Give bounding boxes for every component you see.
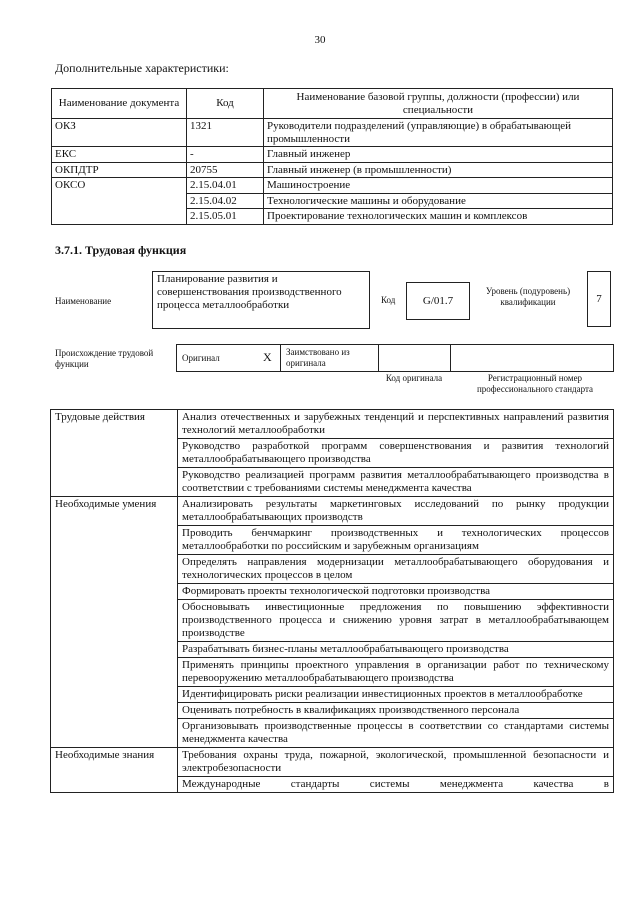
list-item: Разрабатывать бизнес-планы металлообрабатывающего производства xyxy=(178,642,614,658)
name-label: Наименование xyxy=(55,296,112,306)
function-name-box: Планирование развития и совершенствования производственного процесса металлообработки xyxy=(152,271,370,329)
name-cell: Главный инженер (в промышленности) xyxy=(264,162,613,178)
list-item: Определять направления модернизации металлообрабатывающего оборудования и технологических процессов в целом xyxy=(178,555,614,584)
code-cell: 2.15.05.01 xyxy=(187,209,264,225)
header-group-name: Наименование базовой группы, должности (профессии) или специальности xyxy=(264,89,613,119)
doc-cell: ОКПДТР xyxy=(52,162,187,178)
name-cell: Машиностроение xyxy=(264,178,613,194)
actions-label: Трудовые действия xyxy=(51,410,178,497)
code-cell: 2.15.04.01 xyxy=(187,178,264,194)
list-item: Организовывать производственные процессы в соответствии со стандартами системы менеджмента качества xyxy=(178,719,614,748)
name-cell: Руководители подразделений (управляющие) в обрабатывающей промышленности xyxy=(264,119,613,147)
code-cell: - xyxy=(187,147,264,163)
code-cell: 2.15.04.02 xyxy=(187,193,264,209)
original-cell xyxy=(177,345,281,371)
list-item: Международные стандарты системы менеджмента качества в xyxy=(178,777,614,793)
list-item: Требования охраны труда, пожарной, экологической, промышленной безопасности и электробезопасности xyxy=(178,748,614,777)
code-cell: 20755 xyxy=(187,162,264,178)
code-cell: 1321 xyxy=(187,119,264,147)
page-number: 30 xyxy=(314,34,326,46)
name-cell: Технологические машины и оборудование xyxy=(264,193,613,209)
list-item: Руководство реализацией программ развития металлообрабатывающего производства в соответствии с требованиями системы менеджмента качества xyxy=(178,468,614,497)
table-row xyxy=(52,147,613,163)
borrowed-cell xyxy=(281,345,379,371)
additional-characteristics-heading: Дополнительные характеристики: xyxy=(55,61,229,75)
function-details-table xyxy=(50,409,614,793)
level-label: Уровень (подуровень) квалификации xyxy=(485,286,571,307)
original-label: Оригинал xyxy=(182,353,220,363)
reg-number-label: Регистрационный номер профессионального стандарта xyxy=(476,373,594,394)
original-mark: X xyxy=(263,350,272,364)
table-row xyxy=(52,178,613,194)
header-code: Код xyxy=(187,89,264,119)
code-original-label: Код оригинала xyxy=(385,373,443,383)
list-item: Идентифицировать риски реализации инвестиционных проектов в металлообработке xyxy=(178,687,614,703)
table-row xyxy=(52,162,613,178)
code-original-cell xyxy=(379,345,451,371)
borrowed-label: Заимствовано из оригинала xyxy=(286,347,350,368)
list-item: Оценивать потребность в квалификациях производственного персонала xyxy=(178,703,614,719)
table-row xyxy=(52,119,613,147)
function-code-box: G/01.7 xyxy=(406,282,470,320)
doc-cell: ЕКС xyxy=(52,147,187,163)
list-item: Анализ отечественных и зарубежных тенденций и перспективных направлений развития технологий металлообработки xyxy=(178,410,614,439)
header-document: Наименование документа xyxy=(52,89,187,119)
list-item: Проводить бенчмаркинг производственных и технологических процессов металлообработки по российским и зарубежным организациям xyxy=(178,526,614,555)
name-cell: Главный инженер xyxy=(264,147,613,163)
function-title: 3.7.1. Трудовая функция xyxy=(55,243,187,257)
origin-label: Происхождение трудовой функции xyxy=(55,348,154,369)
knowledge-label: Необходимые знания xyxy=(51,748,178,793)
skills-label: Необходимые умения xyxy=(51,497,178,748)
level-box: 7 xyxy=(587,271,611,327)
characteristics-table xyxy=(51,88,613,225)
list-item: Руководство разработкой программ совершенствования и развития технологий металлообрабатывающего производства xyxy=(178,439,614,468)
reg-number-cell xyxy=(451,345,613,371)
doc-cell: ОКЗ xyxy=(52,119,187,147)
list-item: Обосновывать инвестиционные предложения по повышению эффективности производственного процесса и снижению уровня затрат в металлообрабатывающем производстве xyxy=(178,600,614,642)
code-label: Код xyxy=(381,295,396,305)
list-item: Формировать проекты технологической подготовки производства xyxy=(178,584,614,600)
list-item: Применять принципы проектного управления в организации работ по техническому перевооружению металлообрабатывающего производства xyxy=(178,658,614,687)
doc-cell: ОКСО xyxy=(52,178,187,225)
name-cell: Проектирование технологических машин и комплексов xyxy=(264,209,613,225)
list-item: Анализировать результаты маркетинговых исследований по рынку продукции металлообрабатывающих производств xyxy=(178,497,614,526)
origin-row xyxy=(176,344,614,372)
